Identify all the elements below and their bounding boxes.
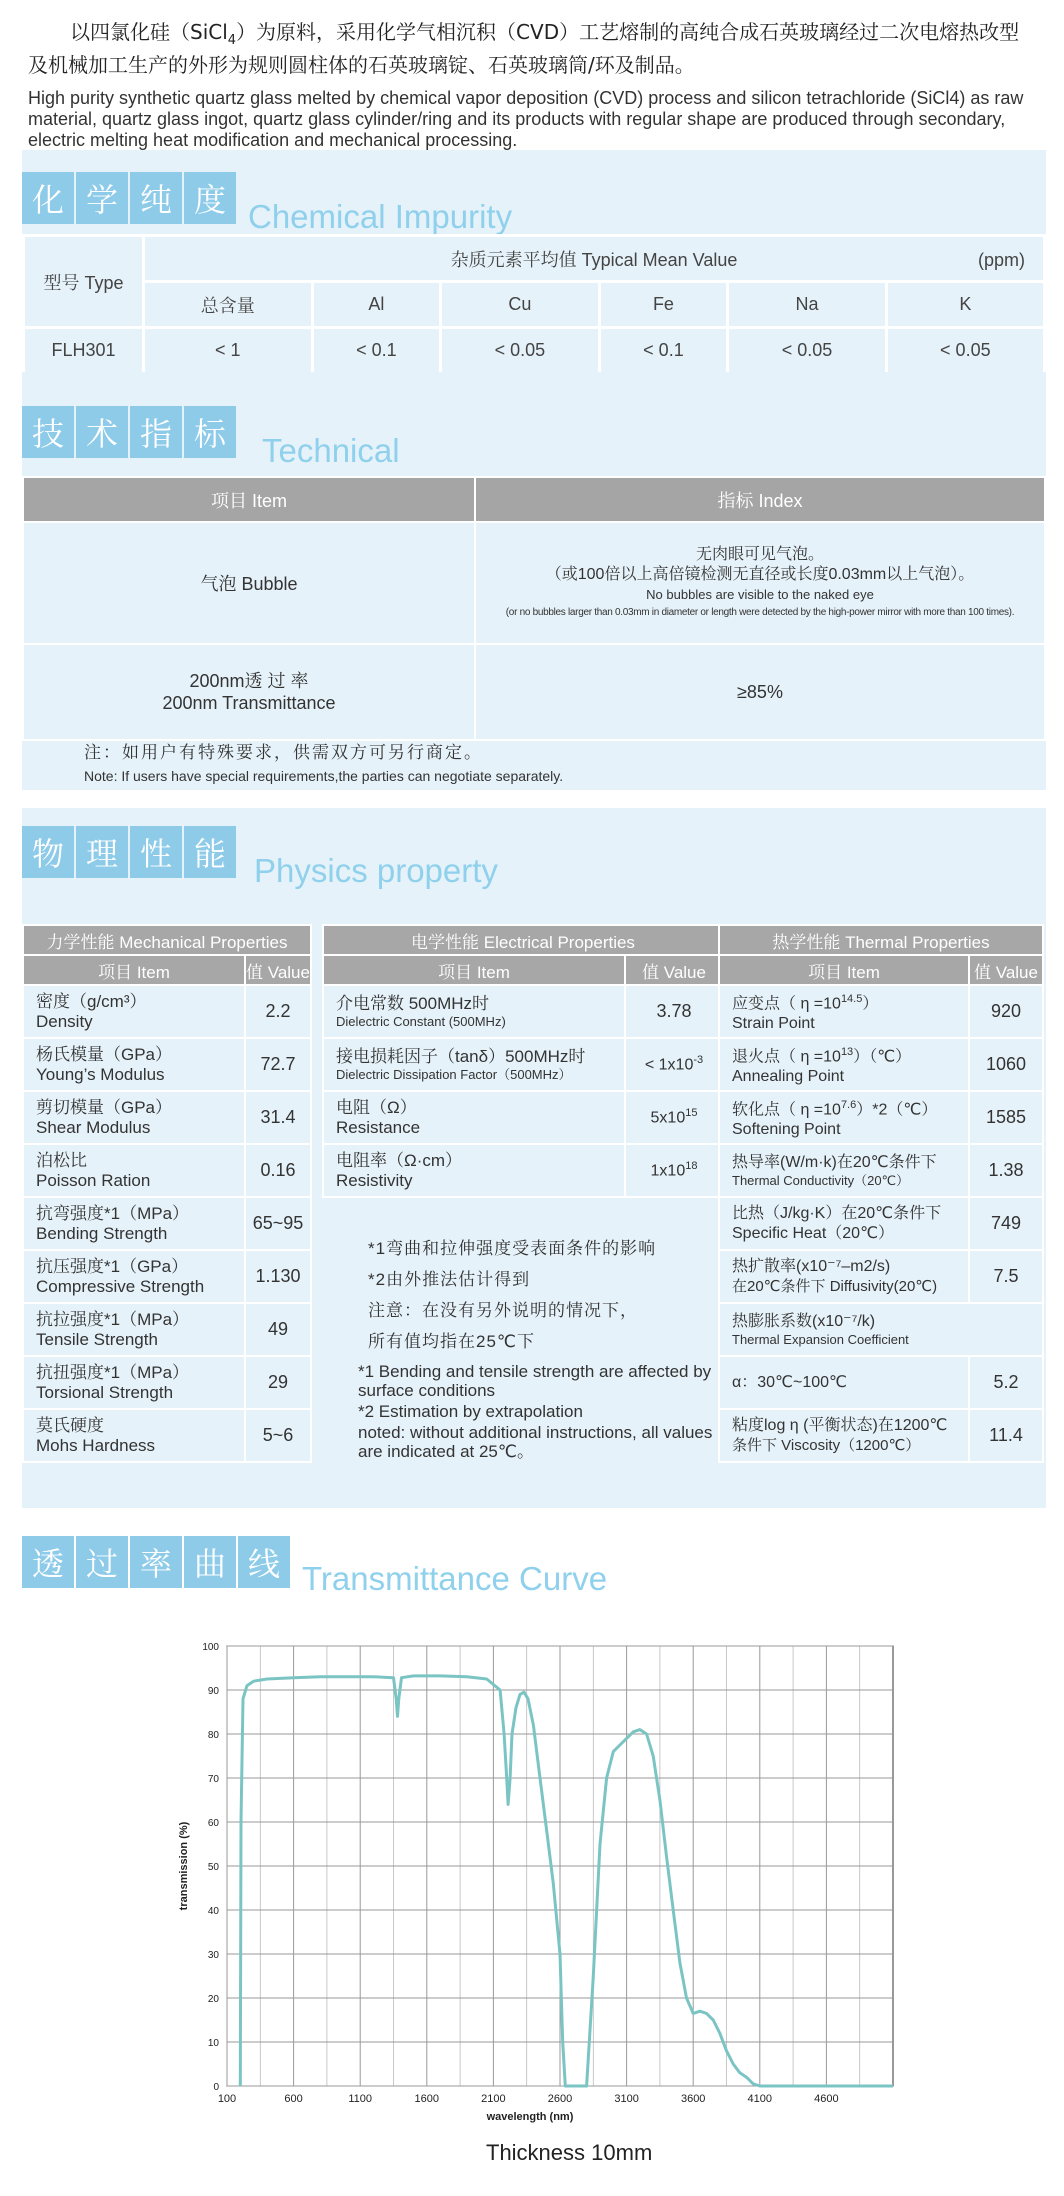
value-cell: < 1	[144, 328, 313, 374]
row-zh: 介电常数 500MHz时	[336, 994, 490, 1013]
bubble-line: （或100倍以上高倍镜检测无直径或长度0.03mm以上气泡）。	[545, 565, 975, 583]
heading-char: 曲	[184, 1536, 236, 1588]
heading-char: 性	[130, 826, 182, 878]
intro-zh: 以四氯化硅（SiCl$_4$）为原料，采用化学气相沉积（CVD）工艺熔制的高纯合成石英玻璃经过二次电熔热改型及机械加工生产的外形为规则圆柱体的石英玻璃锭、石英玻璃筒/环及制品。	[28, 20, 1020, 77]
thermal-row-value: 920	[969, 985, 1043, 1038]
y-tick-label: 100	[202, 1642, 219, 1653]
model-cell: FLH301	[24, 328, 144, 374]
col-header: Fe	[599, 282, 728, 328]
elec-row-value	[625, 985, 723, 1038]
x-tick-label: 2600	[547, 2093, 573, 2105]
mech-row-name	[23, 1356, 245, 1409]
row-zh: 热扩散率(x10⁻⁷–m2/s)	[732, 1257, 891, 1275]
mech-row-value: 5~6	[245, 1409, 311, 1462]
row-zh-post: ）（℃）	[853, 1048, 912, 1066]
row-en: Strain Point	[732, 1015, 815, 1033]
electrical-notes	[358, 1238, 724, 1471]
row-en: 条件下 Viscosity（1200℃）	[732, 1436, 921, 1454]
row-en: Resistivity	[336, 1170, 413, 1190]
bubble-index	[475, 522, 1045, 644]
intro-en: High purity synthetic quartz glass melted by chemical vapor deposition (CVD) process and silicon tetrachloride (SiCl4) as raw material, quartz glass ingot, quartz glass cylinder/ring and its products with regular shape are produced through secondary, electric melting heat modification and mechanical processing.	[28, 88, 1024, 150]
row-en: Softening Point	[732, 1121, 841, 1139]
thermal-table	[718, 924, 1044, 1463]
type-label: 型号 Type	[24, 236, 144, 328]
chart-caption: Thickness 10mm	[486, 2140, 653, 2165]
y-tick-label: 60	[207, 1818, 219, 1829]
value-base: < 1x10	[644, 1056, 694, 1074]
physics-heading	[22, 826, 498, 889]
mean-value-header	[144, 236, 1045, 282]
thermal-row-name	[719, 1038, 969, 1091]
heading-char: 化	[22, 172, 74, 224]
row-en: 在20℃条件下 Diffusivity(20℃)	[732, 1277, 938, 1295]
thermal-row-name	[719, 1409, 969, 1462]
row-zh: 电阻（Ω）	[336, 1097, 417, 1117]
mech-row-value: 1.130	[245, 1250, 311, 1303]
row-en: Young’s Modulus	[36, 1064, 165, 1084]
heading-char: 标	[184, 406, 236, 458]
y-tick-label: 50	[207, 1862, 219, 1873]
col-header-item: 项目 Item	[23, 477, 475, 522]
note-line: *1 Bending and tensile strength are affected by surface conditions	[358, 1362, 712, 1400]
value-base: 5x10	[650, 1109, 686, 1127]
row-zh-sup: 13	[840, 1045, 854, 1058]
mech-row-name	[23, 1091, 245, 1144]
note-line: 所有值均指在25℃下	[368, 1332, 536, 1351]
trans-item-line: 200nm透 过 率	[189, 671, 309, 691]
heading-char: 术	[76, 406, 128, 458]
elec-row-name	[323, 985, 625, 1038]
col-header: K	[886, 282, 1044, 328]
elec-row-name	[323, 1144, 625, 1197]
row-en: Thermal Expansion Coefficient	[732, 1332, 909, 1347]
col-header-index: 指标 Index	[475, 477, 1045, 522]
y-tick-label: 10	[207, 2038, 219, 2049]
mech-row-value: 65~95	[245, 1197, 311, 1250]
elec-row-value	[625, 1144, 723, 1197]
bubble-line: No bubbles are visible to the naked eye	[646, 586, 874, 602]
elec-row-value	[625, 1038, 723, 1091]
x-tick-label: 100	[217, 2093, 237, 2105]
thermal-row-value: 1.38	[969, 1144, 1043, 1197]
y-tick-label: 70	[207, 1774, 219, 1785]
mech-row-name	[23, 1144, 245, 1197]
row-zh: 热导率(W/m·k)在20℃条件下	[732, 1154, 937, 1171]
elec-row-name	[323, 1038, 625, 1091]
col-header: Na	[728, 282, 886, 328]
chemical-impurity-panel	[22, 150, 1046, 372]
thermal-col-item: 项目 Item	[719, 955, 969, 985]
row-zh: 热膨胀系数(x10⁻⁷/k)	[732, 1313, 876, 1330]
row-zh: 退火点（ η =10	[732, 1048, 841, 1066]
transmittance-chart	[0, 1620, 1064, 2180]
row-zh: 抗拉强度*1（MPa）	[36, 1309, 190, 1329]
heading-char: 率	[130, 1536, 182, 1588]
elec-title: 电学性能 Electrical Properties	[323, 925, 723, 955]
row-en: Specific Heat（20℃）	[732, 1224, 895, 1242]
col-header: 总含量	[144, 282, 313, 328]
x-tick-label: 2100	[481, 2093, 506, 2105]
transmittance-heading	[22, 1536, 608, 1597]
thermal-row-value: 5.2	[969, 1356, 1043, 1409]
thermal-row-name	[719, 985, 969, 1038]
col-header: Cu	[441, 282, 599, 328]
mech-row-name	[23, 1250, 245, 1303]
mech-row-value: 31.4	[245, 1091, 311, 1144]
row-zh: 泊松比	[36, 1150, 87, 1170]
mech-row-name	[23, 985, 245, 1038]
heading-char: 技	[22, 406, 74, 458]
row-zh: 比热（J/kg·K）在20℃条件下	[732, 1204, 942, 1222]
thermal-col-value: 值 Value	[969, 955, 1043, 985]
heading-en: Technical	[262, 432, 400, 469]
mech-col-item: 项目 Item	[23, 955, 245, 985]
row-zh: α：30℃~100℃	[732, 1373, 848, 1391]
bubble-line: (or no bubbles larger than 0.03mm in diameter or length were detected by the high-power mirror with more than 100 times).	[505, 606, 1015, 618]
x-axis-label: wavelength (nm)	[486, 2111, 574, 2123]
row-zh: 应变点（ η =10	[732, 995, 841, 1013]
row-en: Resistance	[336, 1117, 421, 1137]
technical-panel	[22, 372, 1046, 790]
row-zh: 抗弯强度*1（MPa）	[36, 1203, 190, 1223]
y-tick-label: 20	[207, 1994, 219, 2005]
physics-panel	[22, 808, 1046, 1508]
chemical-impurity-heading	[22, 172, 513, 235]
mech-row-name	[23, 1038, 245, 1091]
row-en: Poisson Ration	[36, 1170, 151, 1190]
row-zh: 软化点（ η =10	[732, 1101, 841, 1119]
row-zh: 抗扭强度*1（MPa）	[36, 1362, 190, 1382]
y-tick-label: 90	[207, 1686, 219, 1697]
row-en: Annealing Point	[732, 1068, 845, 1086]
row-zh-post: ）	[862, 995, 879, 1013]
thermal-row-value: 1060	[969, 1038, 1043, 1091]
thermal-row-value: 7.5	[969, 1250, 1043, 1303]
value-base: 3.78	[656, 1001, 692, 1021]
heading-en: Transmittance Curve	[302, 1560, 608, 1597]
row-en: Dielectric Dissipation Factor（500MHz）	[336, 1067, 572, 1082]
transmittance-value: ≥85%	[475, 644, 1045, 740]
row-zh-sup: 7.6	[840, 1098, 857, 1111]
x-tick-label: 3100	[614, 2093, 639, 2105]
chemical-impurity-table	[22, 234, 1046, 375]
heading-char: 度	[184, 172, 236, 224]
thermal-row-value: 11.4	[969, 1409, 1043, 1462]
unit-label: (ppm)	[977, 250, 1025, 270]
value-cell: < 0.1	[312, 328, 441, 374]
thermal-row-name	[719, 1197, 969, 1250]
thermal-row-value: 1585	[969, 1091, 1043, 1144]
value-exp: -3	[693, 1054, 704, 1067]
note-line: 注意：在没有另外说明的情况下，	[368, 1301, 638, 1320]
elec-col-value: 值 Value	[625, 955, 723, 985]
elec-col-item: 项目 Item	[323, 955, 625, 985]
thermal-row-name	[719, 1091, 969, 1144]
y-tick-label: 30	[207, 1950, 219, 1961]
technical-heading	[22, 406, 400, 469]
y-tick-label: 40	[207, 1906, 219, 1917]
y-axis-label: transmission (%)	[178, 1821, 190, 1911]
thermal-row-name	[719, 1356, 969, 1409]
bubble-item: 气泡 Bubble	[23, 522, 475, 644]
y-tick-label: 80	[207, 1730, 219, 1741]
value-exp: 15	[685, 1107, 698, 1120]
y-tick-label: 0	[213, 2082, 219, 2093]
mech-col-value: 值 Value	[245, 955, 311, 985]
mech-row-value: 29	[245, 1356, 311, 1409]
mech-row-value: 49	[245, 1303, 311, 1356]
thermal-row-name	[719, 1250, 969, 1303]
value-cell: < 0.05	[886, 328, 1044, 374]
heading-en: Physics property	[254, 852, 498, 889]
elec-row-value	[625, 1091, 723, 1144]
mech-row-name	[23, 1197, 245, 1250]
thermal-row-value: 749	[969, 1197, 1043, 1250]
mech-row-name	[23, 1303, 245, 1356]
transmittance-item	[23, 644, 475, 740]
electrical-table	[322, 924, 724, 1198]
thermal-row-name	[719, 1303, 1043, 1356]
x-tick-label: 1600	[414, 2093, 440, 2105]
x-tick-label: 3600	[680, 2093, 706, 2105]
heading-char: 透	[22, 1536, 74, 1588]
heading-char: 线	[238, 1536, 290, 1588]
row-en: Bending Strength	[36, 1223, 168, 1243]
row-zh: 剪切模量（GPa）	[36, 1097, 173, 1117]
thermal-title: 热学性能 Thermal Properties	[719, 925, 1043, 955]
mech-row-value: 2.2	[245, 985, 311, 1038]
value-cell: < 0.1	[599, 328, 728, 374]
note-line: *2 Estimation by extrapolation	[358, 1402, 583, 1421]
row-en: Dielectric Constant (500MHz)	[336, 1014, 506, 1029]
row-zh: 杨氏模量（GPa）	[36, 1044, 173, 1064]
row-zh: 莫氏硬度	[36, 1415, 104, 1435]
note-en: Note: If users have special requirements,the parties can negotiate separately.	[84, 768, 564, 784]
x-tick-label: 4600	[814, 2093, 839, 2105]
intro	[28, 20, 1038, 151]
thermal-row-name	[719, 1144, 969, 1197]
trans-item-line: 200nm Transmittance	[162, 693, 336, 713]
heading-char: 能	[184, 826, 236, 878]
heading-char: 学	[76, 172, 128, 224]
row-zh: 密度（g/cm³）	[36, 991, 147, 1011]
heading-char: 指	[130, 406, 182, 458]
x-tick-label: 600	[284, 2093, 303, 2105]
row-en: Compressive Strength	[36, 1276, 205, 1296]
elec-row-name	[323, 1091, 625, 1144]
row-en: Shear Modulus	[36, 1117, 151, 1137]
value-cell: < 0.05	[441, 328, 599, 374]
mechanical-table	[22, 924, 312, 1463]
row-en: Density	[36, 1011, 93, 1031]
mech-title: 力学性能 Mechanical Properties	[23, 925, 311, 955]
row-zh: 接电损耗因子（tanδ）500MHz时	[336, 1047, 586, 1066]
note-line: *1弯曲和拉伸强度受表面条件的影响	[368, 1239, 657, 1258]
mech-row-value: 0.16	[245, 1144, 311, 1197]
row-en: Torsional Strength	[36, 1382, 174, 1402]
heading-char: 理	[76, 826, 128, 878]
note-line: noted: without additional instructions, all values are indicated at 25℃。	[358, 1423, 713, 1461]
heading-en: Chemical Impurity	[248, 198, 513, 235]
heading-char: 物	[22, 826, 74, 878]
row-zh: 抗压强度*1（GPa）	[36, 1256, 189, 1276]
heading-char: 纯	[130, 172, 182, 224]
note-zh: 注：如用户有特殊要求，供需双方可另行商定。	[84, 743, 483, 763]
row-zh: 电阻率（Ω·cm）	[336, 1150, 463, 1170]
row-zh-sup: 14.5	[840, 992, 863, 1005]
mean-value-label: 杂质元素平均值 Typical Mean Value	[450, 249, 738, 270]
row-zh: 粘度log η (平衡状态)在1200℃	[732, 1416, 948, 1434]
row-en: Tensile Strength	[36, 1329, 158, 1349]
technical-table	[22, 476, 1046, 741]
row-en: Thermal Conductivity（20℃）	[732, 1173, 910, 1188]
row-en: Mohs Hardness	[36, 1435, 156, 1455]
row-zh-post: ）*2（℃）	[856, 1101, 938, 1119]
x-tick-label: 1100	[348, 2093, 373, 2105]
value-exp: 18	[685, 1160, 698, 1173]
mech-row-value: 72.7	[245, 1038, 311, 1091]
value-cell: < 0.05	[728, 328, 886, 374]
x-tick-label: 4100	[747, 2093, 773, 2105]
col-header: Al	[312, 282, 441, 328]
bubble-line: 无肉眼可见气泡。	[695, 545, 824, 563]
mech-row-name	[23, 1409, 245, 1462]
note-line: *2由外推法估计得到	[368, 1270, 531, 1289]
heading-char: 过	[76, 1536, 128, 1588]
value-base: 1x10	[650, 1162, 686, 1180]
